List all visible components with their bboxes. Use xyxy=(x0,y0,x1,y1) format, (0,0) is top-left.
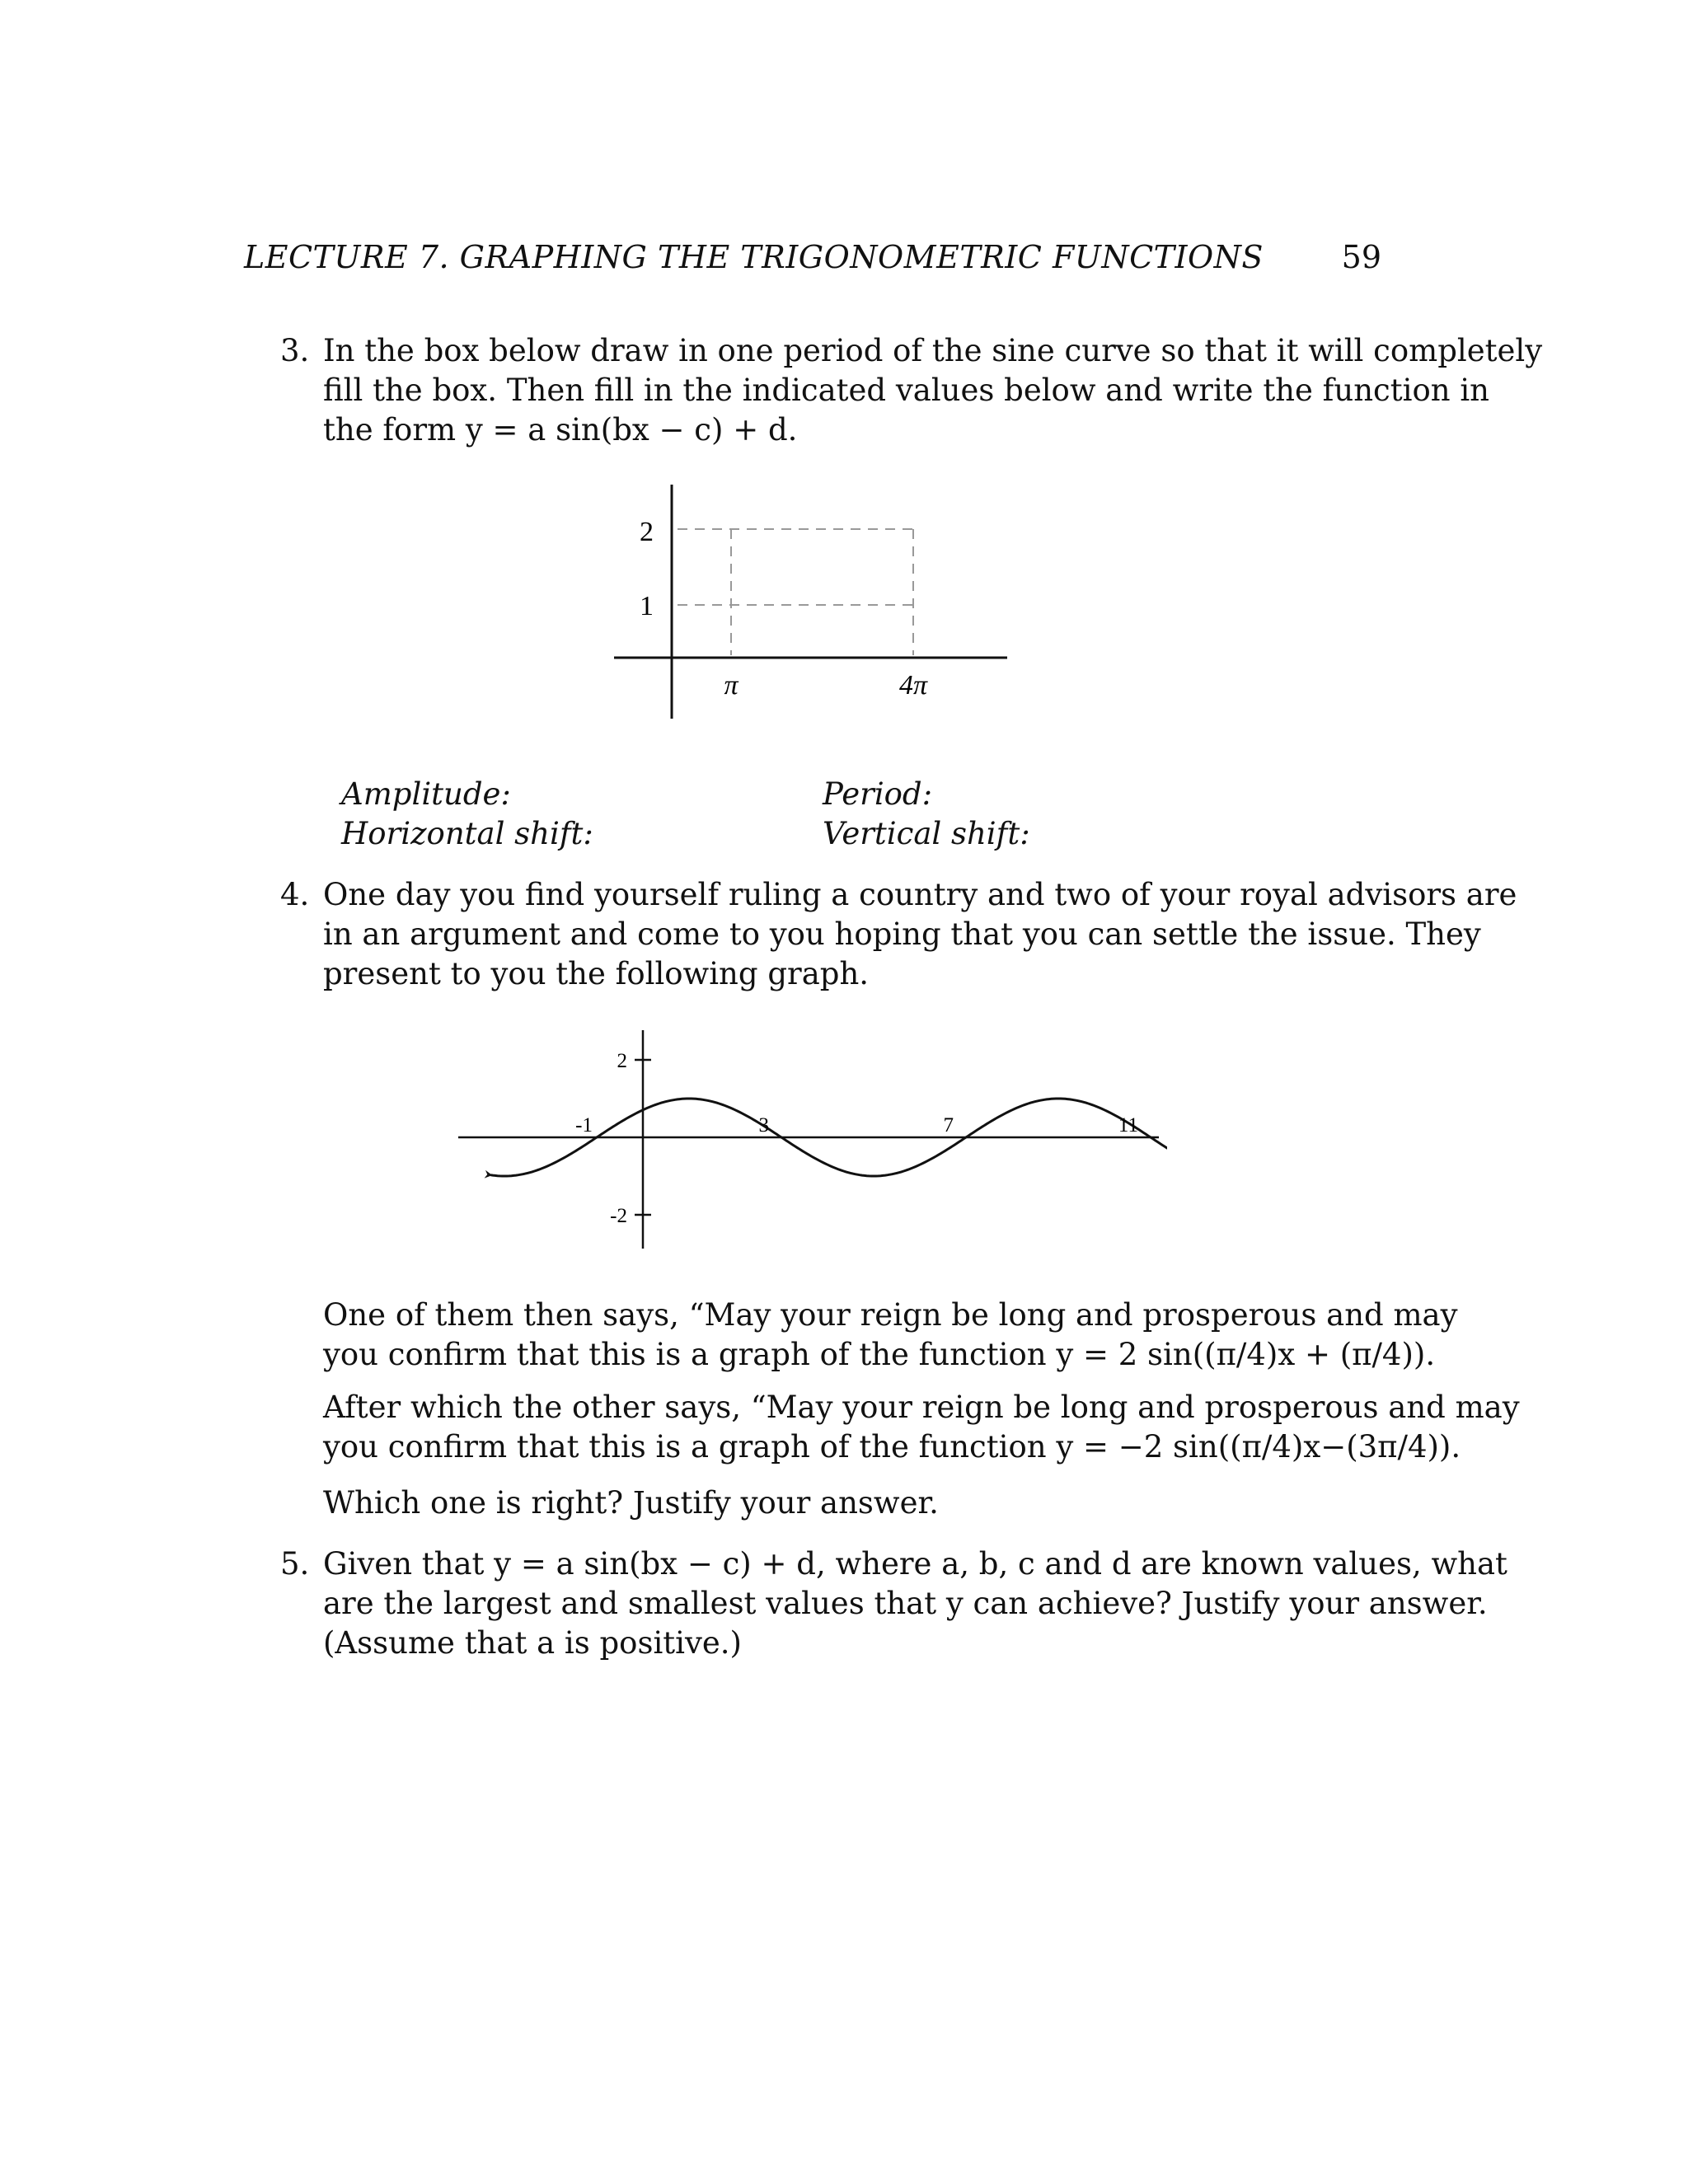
text-line: present to you the following graph. xyxy=(323,956,870,991)
page-header xyxy=(244,239,1381,288)
problem-number: 4. xyxy=(280,877,310,912)
amplitude-label: Amplitude: xyxy=(341,776,511,812)
vertical-shift-label: Vertical shift: xyxy=(823,816,1030,851)
box-figure xyxy=(602,478,1030,725)
x-tick-label: 4π xyxy=(898,670,928,701)
problem-text xyxy=(323,1544,1507,1663)
problem-text xyxy=(323,331,1543,450)
text-line: in an argument and come to you hoping that you can settle the issue. They xyxy=(323,916,1481,952)
problem-4 xyxy=(280,875,1517,994)
problem-3 xyxy=(280,331,1543,450)
text-line: you confirm that this is a graph of the function y = −2 sin((π/4)x−(3π/4)). xyxy=(323,1429,1461,1465)
page-number: 59 xyxy=(1341,239,1381,275)
text-line: fill the box. Then fill in the indicated values below and write the function in xyxy=(323,373,1489,408)
problem-number: 3. xyxy=(280,333,310,368)
problem-number: 5. xyxy=(280,1546,310,1582)
problem-5 xyxy=(280,1544,1507,1663)
x-tick-label: 7 xyxy=(943,1114,954,1137)
text-line: One of them then says, “May your reign be long and prosperous and may xyxy=(323,1297,1458,1333)
advisor-two-paragraph xyxy=(323,1388,1520,1467)
y-tick-label: 2 xyxy=(617,1050,627,1072)
fill-box xyxy=(678,529,915,655)
question-paragraph xyxy=(323,1483,1385,1523)
running-title: LECTURE 7. GRAPHING THE TRIGONOMETRIC FUNCTIONS xyxy=(244,239,1264,275)
text-line: (Assume that a is positive.) xyxy=(323,1625,742,1661)
x-tick-label: π xyxy=(724,670,738,701)
horizontal-shift-label: Horizontal shift: xyxy=(341,816,593,851)
x-tick-label: 11 xyxy=(1118,1114,1138,1137)
text-line: Given that y = a sin(bx − c) + d, where a, b, c and d are known values, what xyxy=(323,1546,1507,1582)
text-line: the form y = a sin(bx − c) + d. xyxy=(323,412,798,448)
y-tick-label: 2 xyxy=(640,517,654,547)
advisor-one-paragraph xyxy=(323,1296,1458,1375)
x-tick-label: 3 xyxy=(758,1114,769,1137)
text-line: are the largest and smallest values that y can achieve? Justify your answer. xyxy=(323,1586,1488,1621)
text-line: After which the other says, “May your reign be long and prosperous and may xyxy=(323,1390,1520,1425)
text-line: In the box below draw in one period of the sine curve so that it will completely xyxy=(323,333,1543,368)
problem-text xyxy=(323,875,1517,994)
text-line: Which one is right? Justify your answer. xyxy=(323,1485,939,1521)
y-tick-label: 1 xyxy=(640,591,654,621)
text-line: One day you find yourself ruling a country and two of your royal advisors are xyxy=(323,877,1517,912)
sine-graph xyxy=(458,1022,1167,1261)
period-label: Period: xyxy=(823,776,933,812)
y-tick-label: -2 xyxy=(610,1205,627,1227)
x-tick-label: -1 xyxy=(575,1114,593,1137)
text-line: you confirm that this is a graph of the function y = 2 sin((π/4)x + (π/4)). xyxy=(323,1337,1436,1372)
